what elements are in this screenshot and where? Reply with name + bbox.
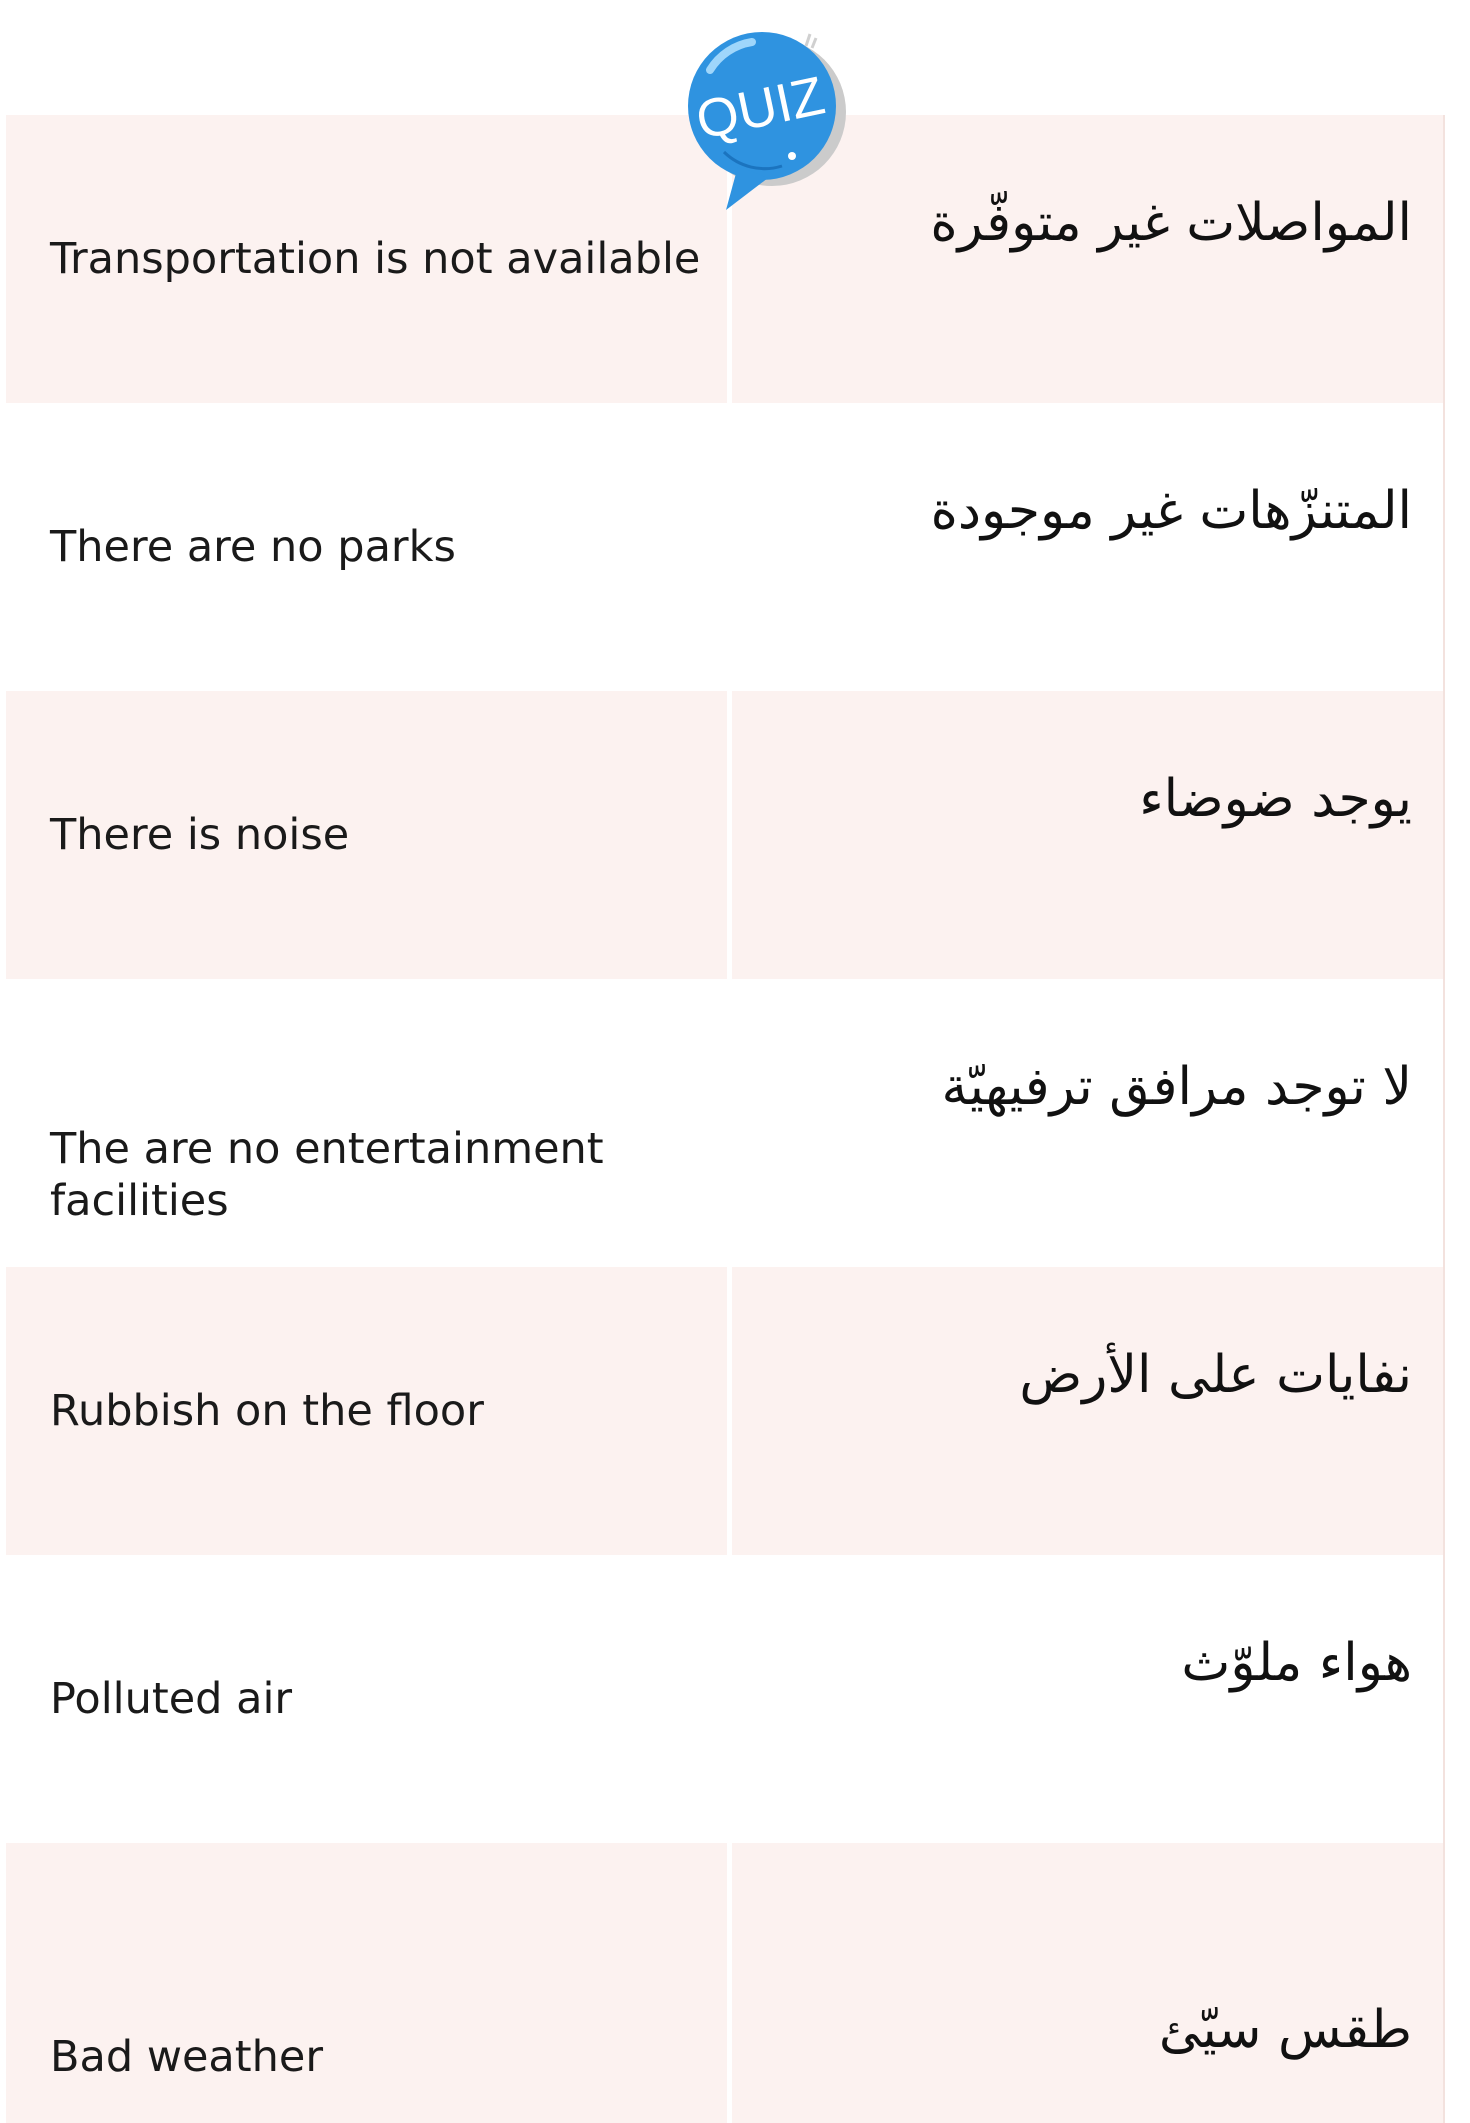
english-phrase: Bad weather: [50, 2032, 324, 2082]
table-edge: [1443, 1843, 1452, 2123]
table-row: [6, 979, 1452, 1267]
arabic-phrase: طقس سيّئ: [1158, 2000, 1412, 2060]
table-row: [6, 1267, 1452, 1555]
english-cell: [6, 1267, 727, 1555]
english-phrase: There are no parks: [50, 522, 456, 572]
vocabulary-table: [6, 115, 1452, 2123]
english-cell: [6, 1555, 727, 1843]
arabic-phrase: المواصلات غير متوفّرة: [930, 193, 1412, 253]
table-edge: [1443, 1555, 1452, 1843]
arabic-phrase: هواء ملوّث: [1181, 1633, 1412, 1693]
table-edge: [1443, 691, 1452, 979]
english-cell: [6, 1843, 727, 2123]
english-phrase: Polluted air: [50, 1674, 293, 1724]
arabic-cell: [732, 1267, 1452, 1555]
arabic-cell: [732, 403, 1452, 691]
arabic-phrase: يوجد ضوضاء: [1139, 769, 1412, 829]
english-phrase: Rubbish on the floor: [50, 1386, 484, 1436]
english-cell: [6, 403, 727, 691]
arabic-phrase: المتنزّهات غير موجودة: [930, 481, 1412, 541]
english-cell: [6, 691, 727, 979]
table-row: [6, 691, 1452, 979]
arabic-cell: [732, 691, 1452, 979]
table-row: [6, 1843, 1452, 2123]
english-phrase: The are no entertainment facilities: [50, 1124, 604, 1226]
quiz-speech-bubble-icon: [682, 26, 852, 216]
english-cell: [6, 115, 727, 403]
arabic-phrase: لا توجد مرافق ترفيهيّة: [941, 1057, 1412, 1117]
quiz-label: QUIZ: [691, 65, 830, 151]
table-row: [6, 1555, 1452, 1843]
table-edge: [1443, 403, 1452, 691]
table-edge: [1443, 115, 1452, 403]
table-row: [6, 403, 1452, 691]
english-phrase: Transportation is not available: [50, 234, 701, 284]
english-cell: [6, 979, 727, 1267]
english-phrase: There is noise: [50, 810, 350, 860]
arabic-cell: [732, 1555, 1452, 1843]
arabic-cell: [732, 979, 1452, 1267]
arabic-cell: [732, 1843, 1452, 2123]
table-edge: [1443, 979, 1452, 1267]
arabic-phrase: نفايات على الأرض: [1019, 1345, 1412, 1405]
table-edge: [1443, 1267, 1452, 1555]
